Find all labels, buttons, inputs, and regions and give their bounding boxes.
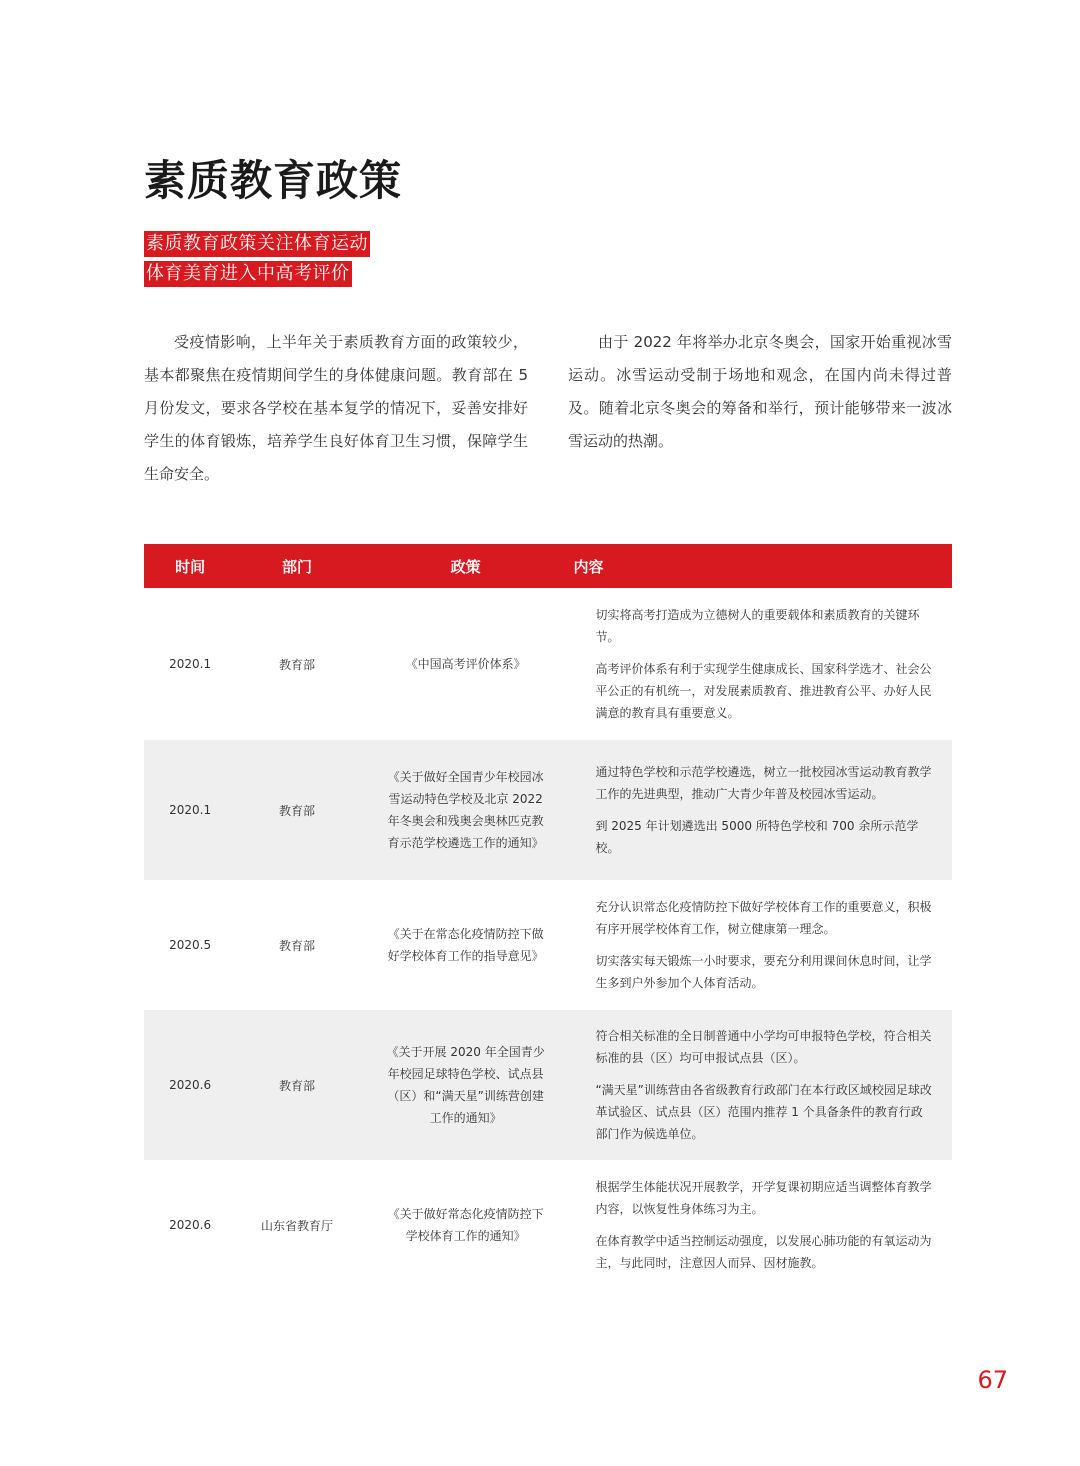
content-paragraph: 高考评价体系有利于实现学生健康成长、国家科学选才、社会公平公正的有机统一，对发展素质教育、推进教育公平、办好人民满意的教育具有重要意义。 (595, 662, 932, 720)
header-policy: 政策 (358, 544, 574, 588)
cell-department: 山东省教育厅 (261, 1218, 334, 1233)
intro-paragraph-left: 受疫情影响，上半年关于素质教育方面的政策较少，基本都聚焦在疫情期间学生的身体健康问题。教育部在 5 月份发文，要求各学校在基本复学的情况下，妥善安排好学生的体育锻炼，培养学生良好体育卫生习惯，保障学生生命安全。 (144, 333, 528, 483)
cell-content (573, 588, 952, 740)
header-time: 时间 (144, 544, 236, 588)
cell-time: 2020.1 (144, 740, 236, 880)
subtitle-line: 素质教育政策关注体育运动 (144, 231, 370, 257)
content-paragraph: 根据学生体能状况开展教学，开学复课初期应适当调整体育教学内容，以恢复性身体练习为主。 (595, 1180, 932, 1216)
page-number: 67 (977, 1366, 1008, 1394)
cell-policy: 《关于做好全国青少年校园冰雪运动特色学校及北京 2022 年冬奥会和残奥会奥林匹克教育示范学校遴选工作的通知》 (358, 740, 574, 880)
content-paragraph: 通过特色学校和示范学校遴选，树立一批校园冰雪运动教育教学工作的先进典型，推动广大青少年普及校园冰雪运动。 (595, 765, 932, 801)
cell-content (573, 1160, 952, 1290)
content-paragraph: 切实将高考打造成为立德树人的重要载体和素质教育的关键环节。 (595, 608, 920, 644)
cell-content (573, 740, 952, 880)
intro-paragraph-right: 由于 2022 年将举办北京冬奥会，国家开始重视冰雪运动。冰雪运动受制于场地和观念，在国内尚未得过普及。随着北京冬奥会的筹备和举行，预计能够带来一波冰雪运动的热潮。 (568, 333, 952, 450)
content-paragraph: 充分认识常态化疫情防控下做好学校体育工作的重要意义，积极有序开展学校体育工作，树立健康第一理念。 (595, 900, 932, 936)
table-row (144, 1010, 952, 1160)
subtitle-block (144, 231, 370, 291)
table-row (144, 740, 952, 880)
cell-time: 2020.6 (144, 1010, 236, 1160)
cell-time: 2020.6 (169, 1218, 212, 1232)
cell-department: 教育部 (279, 938, 316, 953)
content-paragraph: 在体育教学中适当控制运动强度，以发展心肺功能的有氧运动为主，与此同时，注意因人而异、因材施教。 (595, 1234, 932, 1270)
table-header-row (144, 544, 952, 588)
header-content: 内容 (573, 544, 952, 588)
table-row (144, 880, 952, 1010)
cell-content (573, 1010, 952, 1160)
cell-content (573, 880, 952, 1010)
cell-policy: 《中国高考评价体系》 (405, 657, 526, 671)
content-paragraph: “满天星”训练营由各省级教育行政部门在本行政区域校园足球改革试验区、试点县（区）范围内推荐 1 个具备条件的教育行政部门作为候选单位。 (595, 1083, 932, 1141)
page-title: 素质教育政策 (144, 156, 403, 205)
subtitle-line: 体育美育进入中高考评价 (144, 261, 352, 287)
cell-department: 教育部 (279, 657, 316, 672)
header-department: 部门 (236, 544, 358, 588)
cell-policy: 《关于开展 2020 年全国青少年校园足球特色学校、试点县（区）和“满天星”训练营创建工作的通知》 (358, 1010, 574, 1160)
cell-policy: 《关于做好常态化疫情防控下学校体育工作的通知》 (387, 1207, 544, 1243)
table-row (144, 588, 952, 740)
content-paragraph: 到 2025 年计划遴选出 5000 所特色学校和 700 余所示范学校。 (595, 819, 919, 855)
cell-department: 教育部 (236, 740, 358, 880)
cell-policy: 《关于在常态化疫情防控下做好学校体育工作的指导意见》 (387, 927, 544, 963)
cell-department: 教育部 (236, 1010, 358, 1160)
content-paragraph: 切实落实每天锻炼一小时要求，要充分利用课间休息时间，让学生多到户外参加个人体育活动。 (595, 954, 932, 990)
policy-table (144, 544, 952, 1290)
content-paragraph: 符合相关标准的全日制普通中小学均可申报特色学校，符合相关标准的县（区）均可申报试点县（区）。 (595, 1029, 932, 1065)
cell-time: 2020.5 (169, 938, 212, 952)
table-row (144, 1160, 952, 1290)
cell-time: 2020.1 (169, 657, 212, 671)
